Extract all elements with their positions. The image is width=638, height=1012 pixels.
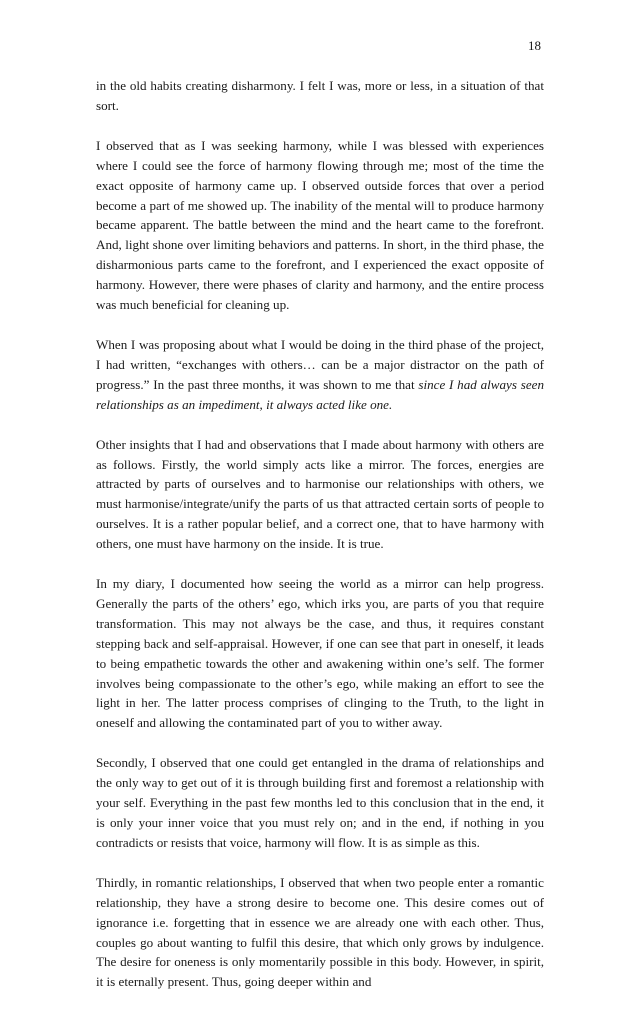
paragraph-project-proposal-emphasis: since I had always seen relationships as an impediment, it always acted like one. (96, 376, 545, 412)
page-number: 18 (528, 38, 541, 53)
paragraph-secondly: Secondly, I observed that one could get entangled in the drama of relationships and the only way to get out of it is through building first and foremost a relationship with your self. Everything in the past few months led to this conclusion that in the end, it is only your inner voice that you must rely on; and in the end, if nothing in you contradicts or resists that voice, harmony will flow. It is as simple as this. (96, 755, 544, 850)
paragraph-project-proposal (96, 335, 544, 415)
paragraph-thirdly: Thirdly, in romantic relationships, I observed that when two people enter a romantic relationship, they have a strong desire to become one. This desire comes out of ignorance i.e. forgetting that in essence we are already one with each other. Thus, couples go about wanting to fulfil this desire, that which only grows by indulgence. The desire for oneness is only momentarily possible in this body. However, in spirit, it is eternally present. Thus, going deeper within and (96, 874, 544, 990)
paragraph-world-as-mirror: Other insights that I had and observations that I made about harmony with others are as follows. Firstly, the world simply acts like a mirror. The forces, energies are attracted by parts of ourselves and to harmonise our relationships with others, we must harmonise/integrate/unify the parts of us that attracted certain sorts of people to ourselves. It is a rather popular belief, and a correct one, that to have harmony with others, one must have harmony on the inside. It is true. (96, 436, 544, 552)
paragraph-project-proposal-text: When I was proposing about what I would be doing in the third phase of the project, I had written, “exchanges with others… can be a major distractor on the path of progress.” In the past three months, it was shown to me that (96, 336, 544, 392)
document-body (96, 76, 544, 1012)
paragraph-seeking-harmony: I observed that as I was seeking harmony, while I was blessed with experiences where I could see the force of harmony flowing through me; most of the time the exact opposite of harmony came up. I observed outside forces that over a period become a part of me showed up. The inability of the mental will to produce harmony became apparent. The battle between the mind and the heart came to the forefront. And, light shone over limiting behaviors and patterns. In short, in the third phase, the disharmonious parts came to the forefront, and I experienced the exact opposite of harmony. However, there were phases of clarity and harmony, and the entire process was much beneficial for cleaning up. (96, 137, 544, 313)
paragraph-diary: In my diary, I documented how seeing the world as a mirror can help progress. Generally the parts of the others’ ego, which irks you, are parts of you that require transformation. This may not always be the case, and thus, it requires constant stepping back and self-appraisal. However, if one can see that part in oneself, it leads to being empathetic towards the other and awakening within one’s self. The former involves being compassionate to the other’s ego, while making an effort to see the light in her. The latter process comprises of clinging to the Truth, to the light in oneself and allowing the contaminated part of you to wither away. (96, 576, 544, 731)
paragraph-continuation: in the old habits creating disharmony. I felt I was, more or less, in a situation of that sort. (96, 78, 544, 113)
